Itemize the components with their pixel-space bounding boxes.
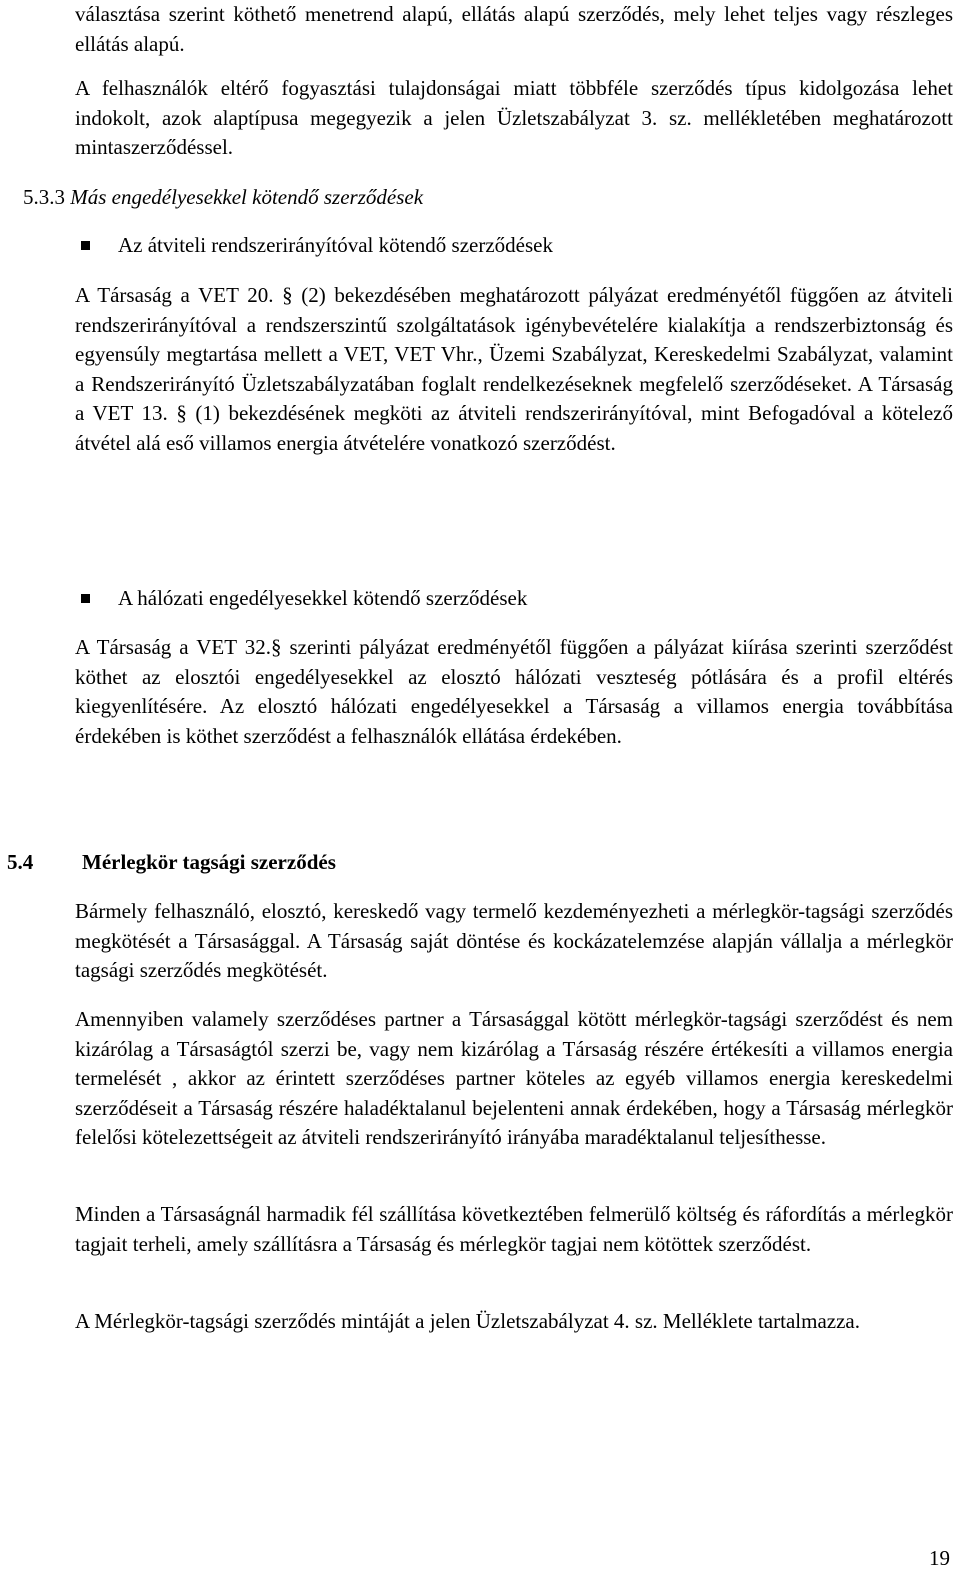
balance-group-paragraph-4: A Mérlegkör-tagsági szerződés mintáját a jelen Üzletszabályzat 4. sz. Melléklete tartalmazza. — [75, 1309, 860, 1333]
square-bullet-icon — [81, 241, 90, 250]
vet32-paragraph: A Társaság a VET 32.§ szerinti pályázat eredményétől függően a pályázat kiírása szerinti szerződést köthet az elosztói engedélyesekkel az elosztó hálózati veszteség pótlására és a profil eltérés kiegyenlítésére. Az elosztó hálózati engedélyesekkel a Társaság a villamos energia továbbítása érdekében is köthet szerződést a felhasználók ellátása érdekében. — [75, 635, 953, 748]
bullet-label: A hálózati engedélyesekkel kötendő szerződések — [118, 586, 528, 610]
section-5-3-3-heading — [23, 183, 423, 213]
balance-group-paragraph-1: Bármely felhasználó, elosztó, kereskedő vagy termelő kezdeményezheti a mérlegkör-tagsági szerződés megkötését a Társasággal. A Társaság saját döntése és kockázatelemzése alapján vállalja a mérlegkör tagsági szerződés megkötését. — [75, 899, 953, 982]
section-5-4-heading — [7, 848, 336, 878]
contract-types-paragraph: A felhasználók eltérő fogyasztási tulajdonságai miatt többféle szerződés típus kidolgozása lehet indokolt, azok alaptípusa megegyezik a jelen Üzletszabályzat 3. sz. mellékletében meghatározott mintaszerződéssel. — [75, 76, 953, 159]
page-number: 19 — [929, 1546, 950, 1570]
bullet-label: Az átviteli rendszerirányítóval kötendő szerződések — [118, 233, 553, 257]
balance-group-paragraph-3: Minden a Társaságnál harmadik fél szállítása következtében felmerülő költség és ráfordítás a mérlegkör tagjait terheli, amely szállításra a Társaság és mérlegkör tagjai nem kötöttek szerződést. — [75, 1202, 953, 1256]
bullet-network-contracts — [75, 584, 527, 614]
section-title: Más engedélyesekkel kötendő szerződések — [70, 185, 424, 209]
vet20-paragraph: A Társaság a VET 20. § (2) bekezdésében meghatározott pályázat eredményétől függően az átviteli rendszerirányítóval a rendszerszintű szolgáltatások igénybevételére kialakítja a rendszerbiztonság és egyensúly megtartása mellett a VET, VET Vhr., Üzemi Szabályzat, Kereskedelmi Szabályzat, valamint a Rendszerirányító Üzletszabályzatában foglalt rendelkezéseknek megfelelő szerződéseket. A Társaság a VET 13. § (1) bekezdésének megköti az átviteli rendszerirányítóval, mint Befogadóval a kötelező átvétel alá eső villamos energia átvételére vonatkozó szerződést. — [75, 283, 953, 455]
intro-paragraph: választása szerint köthető menetrend alapú, ellátás alapú szerződés, mely lehet teljes vagy részleges ellátás alapú. — [75, 2, 953, 56]
bullet-transmission-contracts — [75, 231, 553, 261]
section-number: 5.3.3 — [23, 185, 65, 209]
section-number: 5.4 — [7, 850, 34, 874]
square-bullet-icon — [81, 594, 90, 603]
section-title: Mérlegkör tagsági szerződés — [82, 850, 336, 874]
balance-group-paragraph-2: Amennyiben valamely szerződéses partner a Társasággal kötött mérlegkör-tagsági szerződést és nem kizárólag a Társaságtól szerzi be, vagy nem kizárólag a Társaság részére értékesíti a villamos energia termelését , akkor az érintett szerződéses partner köteles az egyéb villamos energia kereskedelmi szerződéseit a Társaság részére haladéktalanul bejelenteni annak érdekében, hogy a Társaság mérlegkör felelősi kötelezettségeit az átviteli rendszerirányító irányába maradéktalanul teljesíthesse. — [75, 1007, 953, 1149]
